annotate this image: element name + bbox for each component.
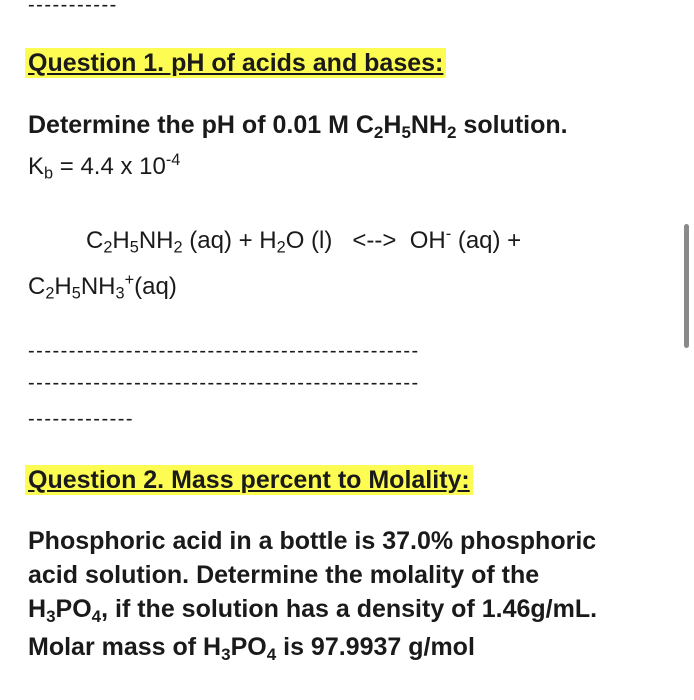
question-2-line-4: Molar mass of $H_3PO_4$ is 97.9937 g/mol [28, 633, 475, 664]
question-1-prompt: Determine the pH of 0.01 M $C_2H_5NH_2$ solution. [28, 111, 568, 142]
question-2-heading: Question 2. Mass percent to Molality: [25, 465, 473, 495]
question-2-line-1: Phosphoric acid in a bottle is 37.0% phosphoric [28, 527, 597, 555]
equation-line-1: $C_2H_5NH_2$ $(aq) + H_2O$ (l) <--> OH- (aq) + [86, 225, 522, 257]
equation-line-2: $C_2H_5NH_3^+(aq)$ [28, 271, 177, 303]
divider-dashes-3: ------------- [28, 408, 135, 430]
divider-dashes-top: ----------- [28, 0, 118, 16]
question-2-line-2: acid solution. Determine the molality of the [28, 561, 540, 589]
scrollbar-thumb[interactable] [684, 224, 689, 348]
kb-value: $K_b = 4.4$ x $10^{-4}$ [28, 151, 181, 183]
question-2-line-3: $H_3PO_4$, if the solution has a density of 1.46g/mL. [28, 595, 598, 626]
divider-dashes-2: ------------------------------------------------ [28, 372, 420, 394]
question-1-heading: Question 1. pH of acids and bases: [25, 48, 446, 78]
divider-dashes-1: ------------------------------------------------ [28, 340, 420, 362]
